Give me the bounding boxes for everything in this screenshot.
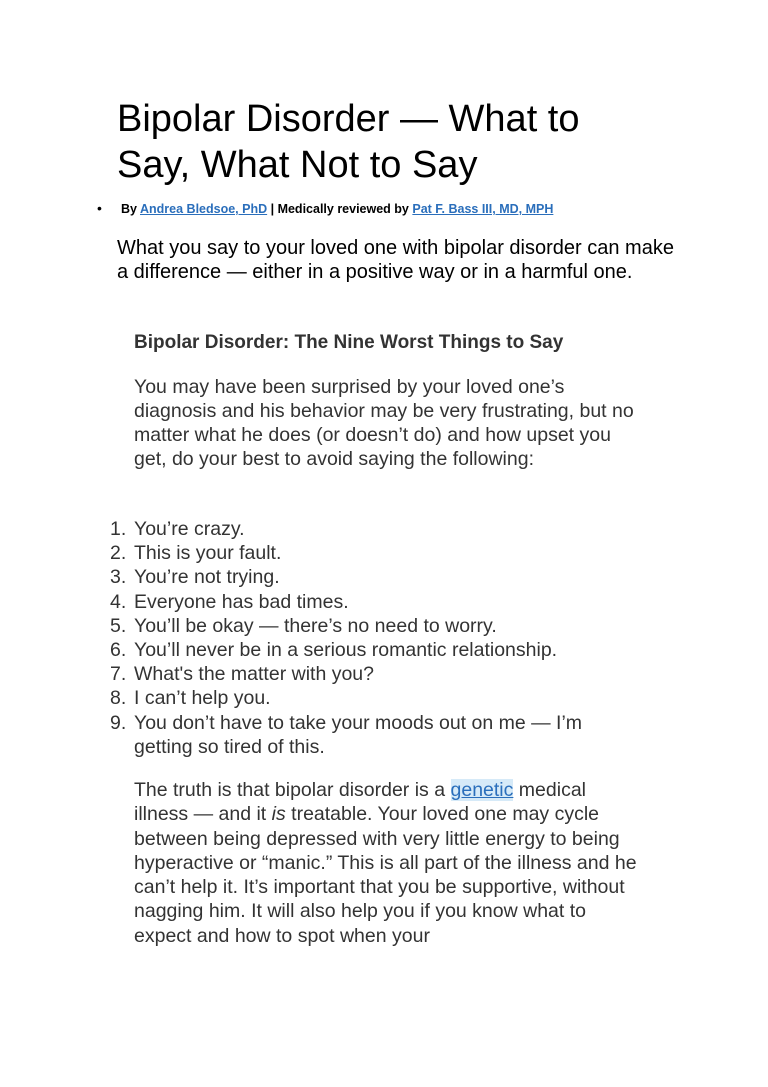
list-number: 3.	[110, 566, 127, 589]
emphasis-text: is	[271, 803, 286, 826]
list-item	[0, 590, 624, 614]
list-item	[0, 565, 624, 589]
paragraph-text: treatable. Your loved one may cycle between being depressed with very little energy to being hyperactive or “manic.” This is all part of the illness and he can’t help it. It’s important that you be supportive, without nagging him. It will also help you if you know what to expect and how to spot when your	[134, 803, 637, 947]
author-link[interactable]: Andrea Bledsoe, PhD	[140, 202, 268, 216]
list-item	[0, 614, 624, 638]
list-item-text: You don’t have to take your moods out on me — I’m getting so tired of this.	[134, 711, 583, 758]
list-number: 9.	[110, 711, 127, 734]
worst-things-list	[0, 517, 768, 759]
list-item	[0, 686, 624, 710]
list-item	[0, 517, 624, 541]
paragraph-text: medical illness — and it	[134, 779, 587, 826]
list-item-text: You’ll be okay — there’s no need to worry.	[134, 614, 497, 637]
section-heading: Bipolar Disorder: The Nine Worst Things to Say	[134, 332, 564, 353]
list-number: 5.	[110, 614, 127, 637]
list-number: 2.	[110, 542, 127, 565]
list-number: 4.	[110, 590, 127, 613]
article-title: Bipolar Disorder — What to Say, What Not to Say	[117, 98, 580, 186]
paragraph-text: The truth is that bipolar disorder is a	[134, 779, 451, 801]
list-item-text: You’re crazy.	[134, 518, 245, 540]
byline-separator: | Medically reviewed by	[267, 202, 413, 216]
list-item-text: Everyone has bad times.	[134, 590, 349, 613]
list-item	[0, 662, 624, 686]
byline-prefix: By	[121, 202, 140, 216]
list-number: 1.	[110, 518, 127, 540]
list-number: 6.	[110, 639, 127, 662]
list-item-text: You’ll never be in a serious romantic relationship.	[134, 639, 558, 662]
list-item-text: I can’t help you.	[134, 687, 271, 710]
list-item-text: You’re not trying.	[134, 566, 280, 589]
genetic-link[interactable]: genetic	[450, 779, 514, 801]
list-item	[0, 711, 624, 759]
list-number: 8.	[110, 687, 127, 710]
bullet-icon: •	[97, 200, 102, 216]
reviewer-link[interactable]: Pat F. Bass III, MD, MPH	[412, 202, 554, 216]
intro-paragraph: What you say to your loved one with bipolar disorder can make a difference — either in a positive way or in a harmful one.	[117, 237, 674, 283]
list-item	[0, 638, 624, 662]
byline	[97, 199, 717, 218]
list-number: 7.	[110, 663, 127, 686]
list-item-text: This is your fault.	[134, 542, 282, 565]
list-item-text: What's the matter with you?	[134, 663, 374, 686]
body-paragraph-2	[134, 778, 644, 948]
list-item	[0, 541, 624, 565]
body-paragraph-1: You may have been surprised by your loved one’s diagnosis and his behavior may be very frustrating, but no matter what he does (or doesn’t do) and how upset you get, do your best to avoid saying the following:	[134, 376, 634, 470]
